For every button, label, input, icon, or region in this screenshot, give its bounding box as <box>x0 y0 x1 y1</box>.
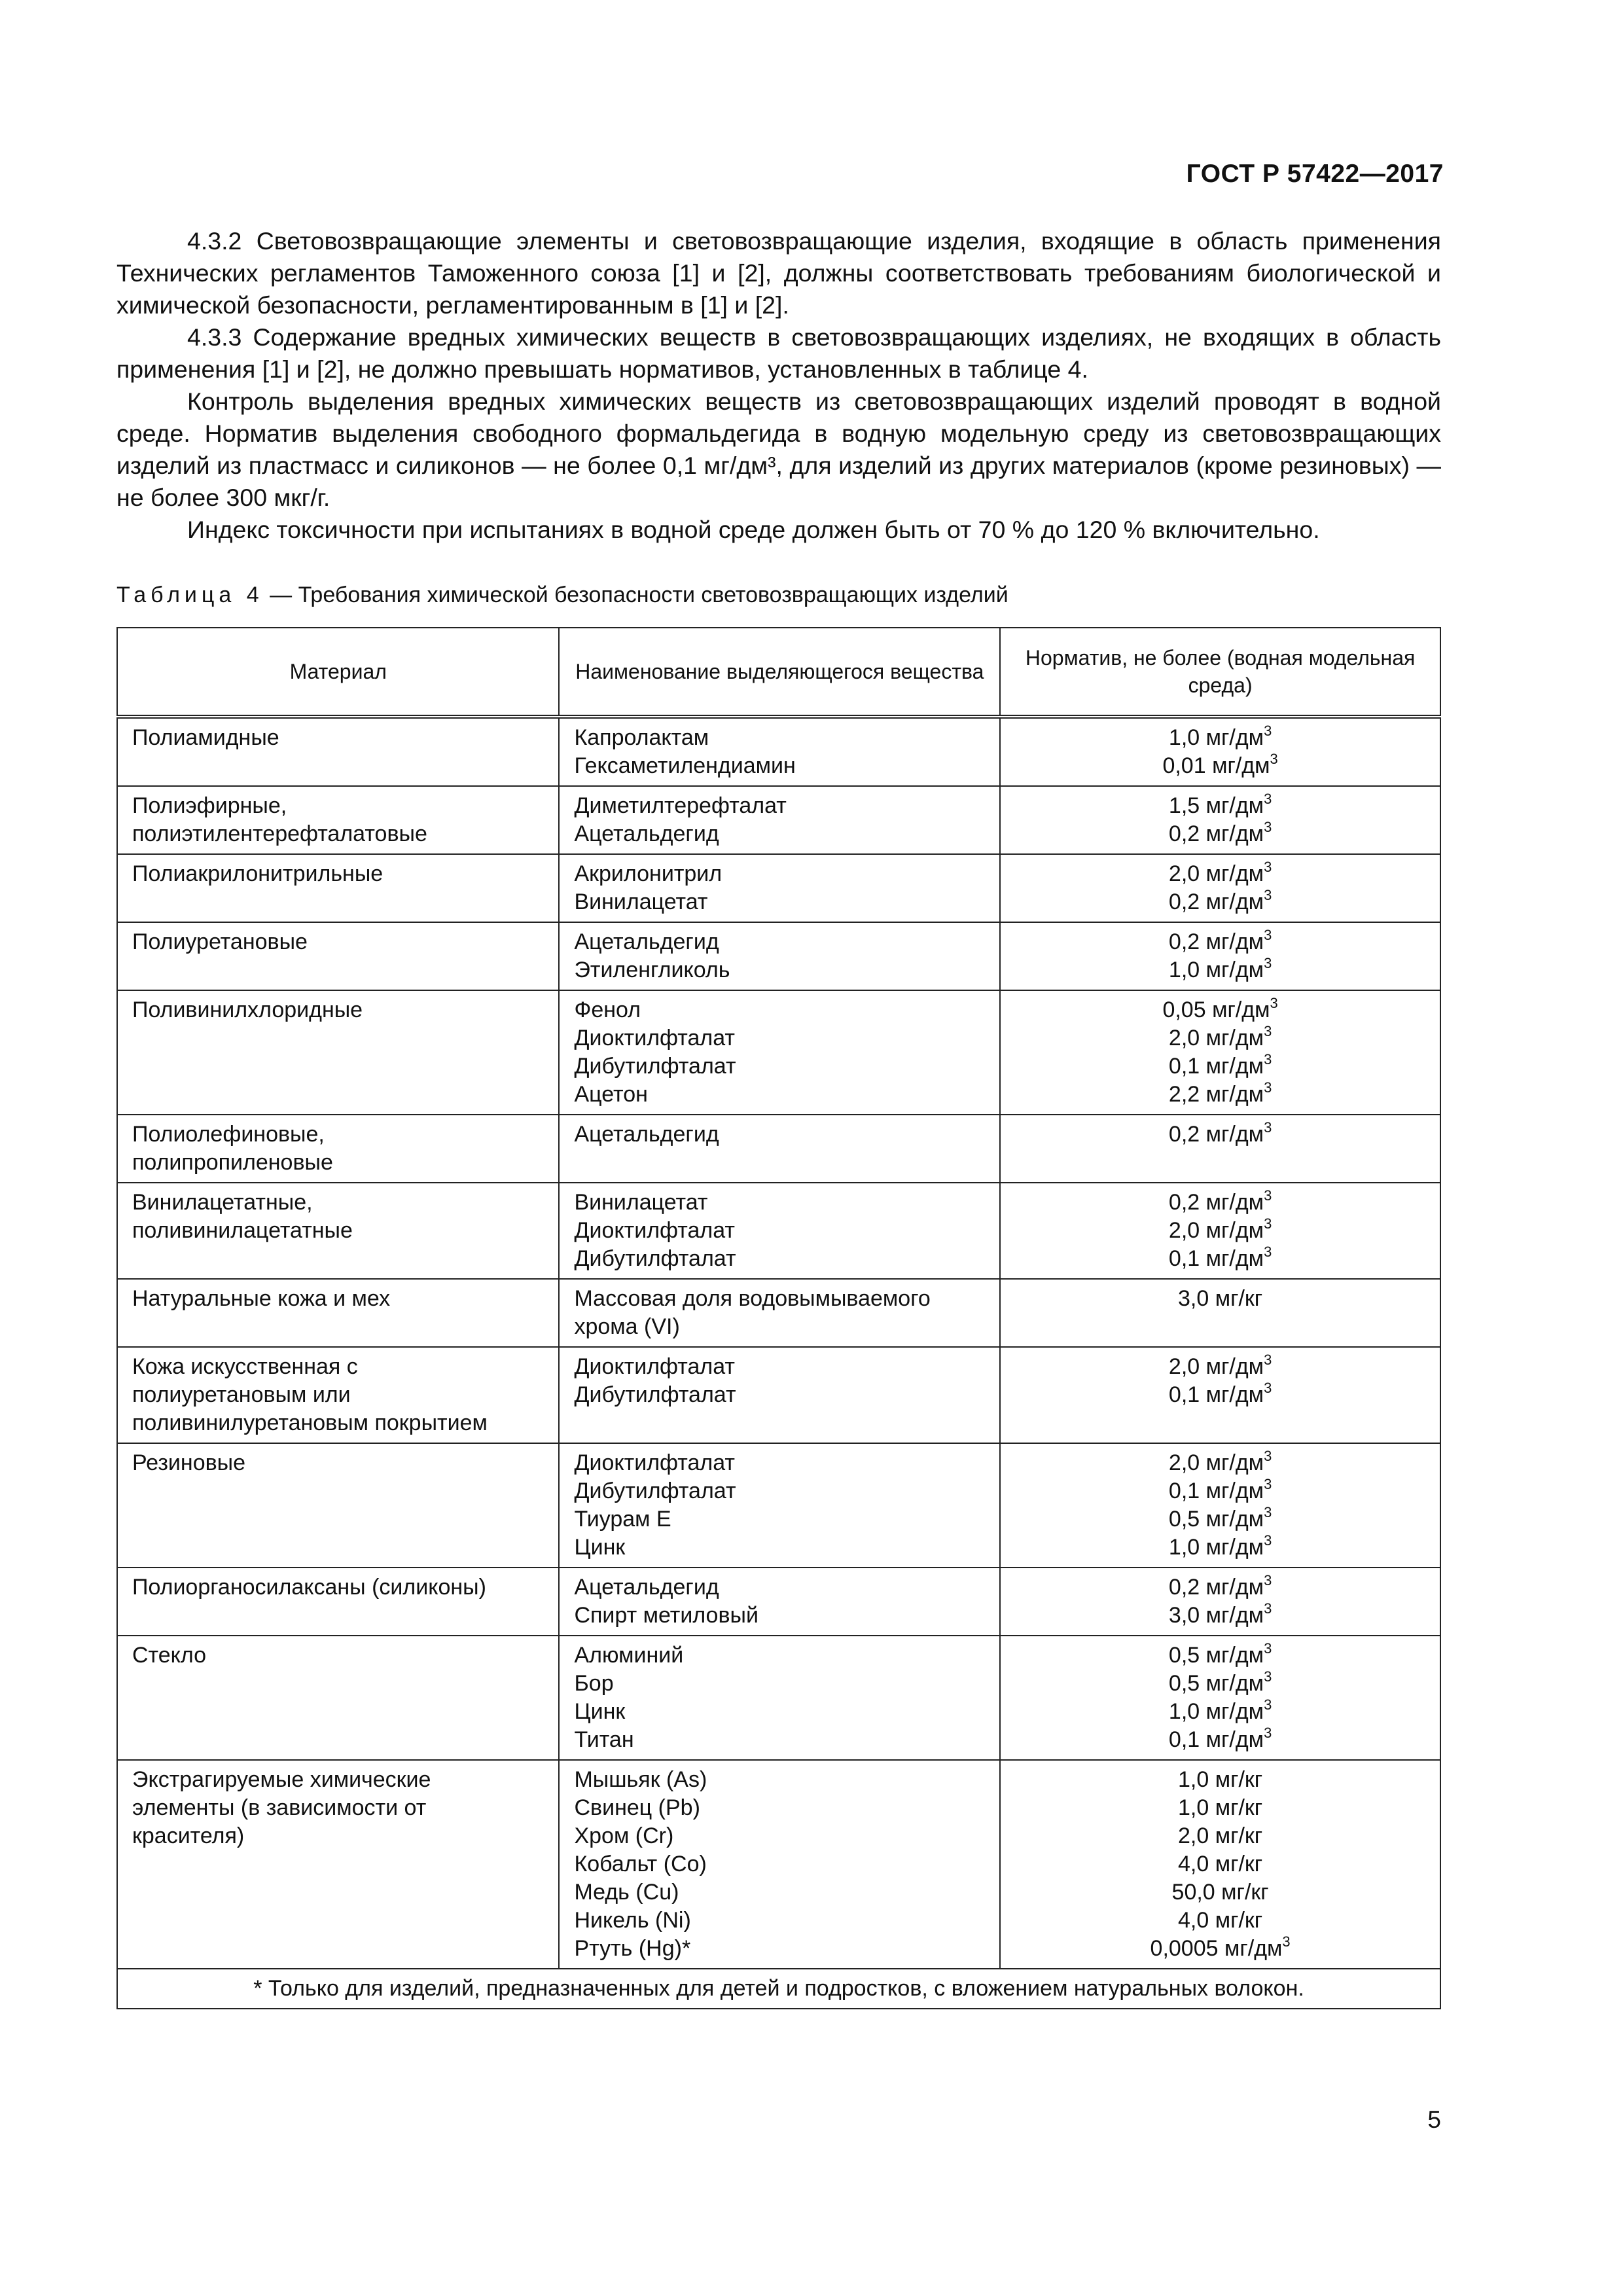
norm-value <box>1015 1285 1425 1313</box>
norm-value <box>1015 1189 1425 1217</box>
norm-value-text: 2,0 мг/кг <box>1178 1823 1263 1848</box>
norm-value-text: 0,2 мг/дм <box>1168 821 1264 846</box>
unit-exponent: 3 <box>1264 886 1272 903</box>
substance-cell <box>559 922 1000 990</box>
material-cell-line: Полиуретановые <box>132 929 308 954</box>
substance-cell-line: Дибутилфталат <box>574 1382 736 1407</box>
norm-cell <box>1000 717 1440 786</box>
substance-cell-line: Капролактам <box>574 725 709 750</box>
unit-exponent: 3 <box>1264 1640 1272 1657</box>
substance-cell-line: Цинк <box>574 1699 626 1724</box>
substance-cell-line: Фенол <box>574 997 641 1022</box>
norm-value <box>1015 1081 1425 1109</box>
paragraph-control: Контроль выделения вредных химических веществ из световозвращающих изделий проводят в водной среде. Норматив выделения свободного формальдегида в водную модельную среду из световозвращающих изделий из пластмасс и силиконов — не более 0,1 мг/дм³, для изделий из других материалов (кроме резиновых) — не более 300 мкг/г. <box>116 387 1441 511</box>
table-row <box>117 1760 1440 1969</box>
substance-cell-line: Этиленгликоль <box>574 958 730 982</box>
material-cell-line: Резиновые <box>132 1450 246 1475</box>
unit-exponent: 3 <box>1264 722 1272 739</box>
norm-value <box>1015 1766 1425 1794</box>
substance-cell-line: Диоктилфталат <box>574 1218 735 1243</box>
table-header-row <box>117 628 1440 717</box>
norm-value-text: 0,2 мг/дм <box>1168 1575 1264 1600</box>
norm-value-text: 4,0 мг/кг <box>1178 1908 1263 1933</box>
material-cell-line: Винилацетатные, <box>132 1190 313 1215</box>
table-footnote-row <box>117 1969 1440 2009</box>
material-cell-line: поливинилацетатные <box>132 1218 353 1243</box>
substance-cell <box>559 854 1000 922</box>
material-cell-line: Кожа искусственная с <box>132 1354 358 1379</box>
substance-cell-line: Кобальт (Co) <box>574 1852 707 1876</box>
table-body <box>117 717 1440 1969</box>
substance-cell-line: Ацетальдегид <box>574 1122 719 1147</box>
substance-cell-line: Диоктилфталат <box>574 1450 735 1475</box>
material-cell <box>117 786 559 854</box>
norm-value-text: 0,2 мг/дм <box>1168 1190 1264 1215</box>
norm-value-text: 1,0 мг/дм <box>1168 725 1264 750</box>
substance-cell-line: Никель (Ni) <box>574 1908 691 1933</box>
substance-cell-line: Дибутилфталат <box>574 1246 736 1271</box>
substance-cell <box>559 1279 1000 1347</box>
norm-value <box>1015 1449 1425 1477</box>
norm-value <box>1015 1024 1425 1052</box>
material-cell-line: Экстрагируемые химические <box>132 1767 431 1792</box>
norm-value <box>1015 1505 1425 1534</box>
unit-exponent: 3 <box>1264 954 1272 971</box>
substance-cell-line: Массовая доля водовымываемого <box>574 1286 931 1311</box>
norm-cell <box>1000 1568 1440 1636</box>
substance-cell-line: хрома (VI) <box>574 1314 680 1339</box>
material-cell-line: Натуральные кожа и мех <box>132 1286 391 1311</box>
table-caption-label: Таблица 4 <box>116 583 264 607</box>
table-row <box>117 717 1440 786</box>
norm-value-text: 0,1 мг/дм <box>1168 1382 1264 1407</box>
norm-cell <box>1000 854 1440 922</box>
table-row <box>117 1115 1440 1183</box>
norm-value-text: 0,0005 мг/дм <box>1150 1936 1283 1961</box>
material-cell <box>117 1760 559 1969</box>
unit-exponent: 3 <box>1264 1050 1272 1067</box>
document-id: ГОСТ Р 57422—2017 <box>1186 160 1444 188</box>
unit-exponent: 3 <box>1264 1351 1272 1368</box>
norm-value-text: 0,1 мг/дм <box>1168 1727 1264 1752</box>
material-cell-line: Поливинилхлоридные <box>132 997 363 1022</box>
substance-cell <box>559 1443 1000 1568</box>
norm-value <box>1015 1670 1425 1698</box>
norm-value-text: 0,05 мг/дм <box>1162 997 1270 1022</box>
unit-exponent: 3 <box>1264 790 1272 807</box>
norm-value <box>1015 1245 1425 1273</box>
norm-value-text: 1,0 мг/дм <box>1168 958 1264 982</box>
norm-value <box>1015 1935 1425 1963</box>
substance-cell-line: Дибутилфталат <box>574 1054 736 1079</box>
norm-value <box>1015 1121 1425 1149</box>
table-row <box>117 1443 1440 1568</box>
header-norm: Норматив, не более (водная модельная среда) <box>1000 628 1440 717</box>
paragraph-toxicity: Индекс токсичности при испытаниях в водной среде должен быть от 70 % до 120 % включительно. <box>187 516 1320 543</box>
material-cell-line: Полиорганосилаксаны (силиконы) <box>132 1575 486 1600</box>
table-footnote: * Только для изделий, предназначенных для детей и подростков, с вложением натуральных волокон. <box>117 1969 1440 2009</box>
substance-cell-line: Диметилтерефталат <box>574 793 787 818</box>
substance-cell <box>559 1568 1000 1636</box>
unit-exponent: 3 <box>1282 1933 1291 1950</box>
material-cell-line: Полиакрилонитрильные <box>132 861 383 886</box>
material-cell <box>117 1568 559 1636</box>
material-cell-line: полипропиленовые <box>132 1150 333 1175</box>
substance-cell-line: Алюминий <box>574 1643 684 1668</box>
norm-value-text: 0,5 мг/дм <box>1168 1671 1264 1696</box>
norm-value <box>1015 860 1425 888</box>
norm-value-text: 2,0 мг/дм <box>1168 1450 1264 1475</box>
table-row <box>117 854 1440 922</box>
material-cell <box>117 717 559 786</box>
unit-exponent: 3 <box>1264 926 1272 943</box>
substance-cell-line: Акрилонитрил <box>574 861 722 886</box>
norm-value-text: 0,2 мг/дм <box>1168 1122 1264 1147</box>
paragraph-4-3-2: 4.3.2 Световозвращающие элементы и световозвращающие изделия, входящие в область применения Технических регламентов Таможенного союза [1] и [2], должны соответствовать требованиям биологической и химической безопасности, регламентированным в [1] и [2]. <box>116 227 1441 319</box>
substance-cell-line: Гексаметилендиамин <box>574 753 796 778</box>
table-caption <box>116 583 1008 608</box>
norm-value <box>1015 1794 1425 1822</box>
substance-cell-line: Ацетон <box>574 1082 648 1107</box>
norm-cell <box>1000 1636 1440 1760</box>
substance-cell <box>559 1636 1000 1760</box>
paragraph-4-3-3: 4.3.3 Содержание вредных химических веществ в световозвращающих изделиях, не входящих в область применения [1] и [2], не должно превышать нормативов, установленных в таблице 4. <box>116 323 1441 383</box>
substance-cell-line: Хром (Cr) <box>574 1823 674 1848</box>
material-cell-line: полиуретановым или <box>132 1382 351 1407</box>
substance-cell <box>559 1347 1000 1443</box>
substance-cell-line: Свинец (Pb) <box>574 1795 700 1820</box>
substance-cell-line: Диоктилфталат <box>574 1026 735 1050</box>
norm-value <box>1015 1878 1425 1907</box>
material-cell <box>117 1279 559 1347</box>
norm-cell <box>1000 922 1440 990</box>
norm-value <box>1015 1907 1425 1935</box>
norm-cell <box>1000 1347 1440 1443</box>
unit-exponent: 3 <box>1264 1600 1272 1617</box>
norm-value-text: 4,0 мг/кг <box>1178 1852 1263 1876</box>
table-row <box>117 922 1440 990</box>
norm-value-text: 0,1 мг/дм <box>1168 1479 1264 1503</box>
substance-cell-line: Тиурам Е <box>574 1507 671 1532</box>
material-cell-line: Стекло <box>132 1643 207 1668</box>
substance-cell <box>559 786 1000 854</box>
substance-cell <box>559 1115 1000 1183</box>
unit-exponent: 3 <box>1264 818 1272 835</box>
norm-value-text: 0,1 мг/дм <box>1168 1246 1264 1271</box>
material-cell <box>117 854 559 922</box>
substance-cell-line: Титан <box>574 1727 634 1752</box>
norm-cell <box>1000 1443 1440 1568</box>
material-cell-line: Полиолефиновые, <box>132 1122 325 1147</box>
norm-value-text: 0,5 мг/дм <box>1168 1507 1264 1532</box>
unit-exponent: 3 <box>1264 1379 1272 1396</box>
unit-exponent: 3 <box>1270 750 1278 767</box>
norm-value <box>1015 928 1425 956</box>
norm-value-text: 50,0 мг/кг <box>1171 1880 1269 1905</box>
unit-exponent: 3 <box>1270 994 1278 1011</box>
unit-exponent: 3 <box>1264 858 1272 875</box>
body-text <box>116 225 1441 546</box>
substance-cell-line: Ацетальдегид <box>574 1575 719 1600</box>
material-cell <box>117 922 559 990</box>
norm-value <box>1015 1477 1425 1505</box>
unit-exponent: 3 <box>1264 1447 1272 1464</box>
page-number: 5 <box>1427 2106 1441 2133</box>
table-caption-text: — Требования химической безопасности световозвращающих изделий <box>263 583 1008 607</box>
norm-value <box>1015 888 1425 916</box>
substance-cell-line: Цинк <box>574 1535 626 1560</box>
unit-exponent: 3 <box>1264 1079 1272 1096</box>
material-cell <box>117 1183 559 1279</box>
substance-cell-line: Винилацетат <box>574 1190 708 1215</box>
material-cell <box>117 1443 559 1568</box>
norm-value-text: 2,0 мг/дм <box>1168 1218 1264 1243</box>
table-row <box>117 1568 1440 1636</box>
unit-exponent: 3 <box>1264 1668 1272 1685</box>
norm-value <box>1015 792 1425 820</box>
norm-cell <box>1000 786 1440 854</box>
norm-value <box>1015 1381 1425 1409</box>
material-cell <box>117 1347 559 1443</box>
substance-cell-line: Винилацетат <box>574 889 708 914</box>
material-cell-line: Полиэфирные, <box>132 793 287 818</box>
norm-value <box>1015 1353 1425 1381</box>
substance-cell-line: Спирт метиловый <box>574 1603 758 1628</box>
norm-value-text: 0,2 мг/дм <box>1168 889 1264 914</box>
norm-value <box>1015 1641 1425 1670</box>
norm-value-text: 2,0 мг/дм <box>1168 861 1264 886</box>
material-cell-line: поливинилуретановым покрытием <box>132 1410 488 1435</box>
substance-cell <box>559 717 1000 786</box>
norm-cell <box>1000 1115 1440 1183</box>
norm-value <box>1015 1726 1425 1754</box>
norm-value <box>1015 820 1425 848</box>
norm-value-text: 0,01 мг/дм <box>1162 753 1270 778</box>
unit-exponent: 3 <box>1264 1119 1272 1136</box>
substance-cell <box>559 990 1000 1115</box>
norm-value-text: 1,0 мг/кг <box>1178 1795 1263 1820</box>
substance-cell-line: Бор <box>574 1671 614 1696</box>
table-row <box>117 1347 1440 1443</box>
norm-value <box>1015 724 1425 752</box>
substance-cell <box>559 1183 1000 1279</box>
substance-cell-line: Диоктилфталат <box>574 1354 735 1379</box>
substance-cell-line: Мышьяк (As) <box>574 1767 707 1792</box>
table-row <box>117 786 1440 854</box>
substance-cell-line: Ацетальдегид <box>574 929 719 954</box>
header-material: Материал <box>117 628 559 717</box>
norm-value-text: 2,0 мг/дм <box>1168 1354 1264 1379</box>
norm-value-text: 0,1 мг/дм <box>1168 1054 1264 1079</box>
material-cell <box>117 1115 559 1183</box>
norm-cell <box>1000 990 1440 1115</box>
substance-cell-line: Медь (Cu) <box>574 1880 679 1905</box>
substance-cell-line: Ацетальдегид <box>574 821 719 846</box>
norm-value-text: 0,5 мг/дм <box>1168 1643 1264 1668</box>
norm-value <box>1015 996 1425 1024</box>
norm-value <box>1015 1698 1425 1726</box>
norm-value-text: 3,0 мг/дм <box>1168 1603 1264 1628</box>
unit-exponent: 3 <box>1264 1503 1272 1520</box>
unit-exponent: 3 <box>1264 1696 1272 1713</box>
norm-value <box>1015 956 1425 984</box>
norm-value-text: 0,2 мг/дм <box>1168 929 1264 954</box>
norm-cell <box>1000 1279 1440 1347</box>
norm-value-text: 3,0 мг/кг <box>1178 1286 1263 1311</box>
norm-value <box>1015 1573 1425 1602</box>
unit-exponent: 3 <box>1264 1187 1272 1204</box>
norm-value-text: 1,0 мг/дм <box>1168 1699 1264 1724</box>
substance-cell <box>559 1760 1000 1969</box>
unit-exponent: 3 <box>1264 1022 1272 1039</box>
norm-cell <box>1000 1760 1440 1969</box>
unit-exponent: 3 <box>1264 1215 1272 1232</box>
unit-exponent: 3 <box>1264 1571 1272 1588</box>
norm-value-text: 2,0 мг/дм <box>1168 1026 1264 1050</box>
norm-value <box>1015 752 1425 780</box>
norm-value <box>1015 1534 1425 1562</box>
material-cell <box>117 990 559 1115</box>
norm-value <box>1015 1822 1425 1850</box>
material-cell-line: полиэтилентерефталатовые <box>132 821 427 846</box>
norm-value-text: 1,0 мг/кг <box>1178 1767 1263 1792</box>
norm-value-text: 1,0 мг/дм <box>1168 1535 1264 1560</box>
table-row <box>117 1183 1440 1279</box>
substance-cell-line: Ртуть (Hg)* <box>574 1936 691 1961</box>
norm-value-text: 2,2 мг/дм <box>1168 1082 1264 1107</box>
unit-exponent: 3 <box>1264 1243 1272 1260</box>
material-cell-line: Полиамидные <box>132 725 279 750</box>
material-cell-line: элементы (в зависимости от <box>132 1795 427 1820</box>
norm-cell <box>1000 1183 1440 1279</box>
norm-value <box>1015 1052 1425 1081</box>
table-row <box>117 1636 1440 1760</box>
norm-value <box>1015 1602 1425 1630</box>
material-cell-line: красителя) <box>132 1823 245 1848</box>
table-row <box>117 1279 1440 1347</box>
unit-exponent: 3 <box>1264 1532 1272 1549</box>
norm-value-text: 1,5 мг/дм <box>1168 793 1264 818</box>
norm-value <box>1015 1850 1425 1878</box>
table-row <box>117 990 1440 1115</box>
substance-cell-line: Дибутилфталат <box>574 1479 736 1503</box>
unit-exponent: 3 <box>1264 1475 1272 1492</box>
material-cell <box>117 1636 559 1760</box>
chemical-safety-table <box>116 627 1441 2009</box>
norm-value <box>1015 1217 1425 1245</box>
header-substance: Наименование выделяющегося вещества <box>559 628 1000 717</box>
unit-exponent: 3 <box>1264 1724 1272 1741</box>
